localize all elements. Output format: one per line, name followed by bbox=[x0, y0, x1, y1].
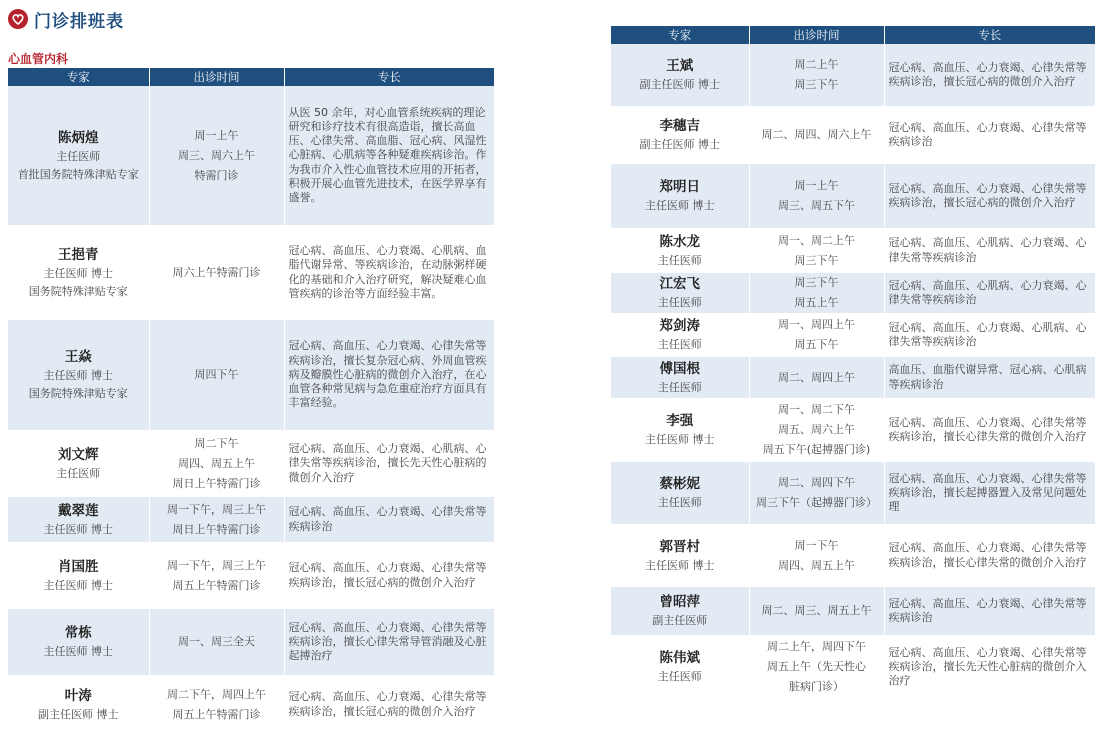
schedule-line: 周二、周四、周六上午 bbox=[761, 128, 872, 141]
doctor-title: 副主任医师 博士 bbox=[639, 78, 720, 91]
specialty-cell: 冠心病、高血压、心肌病、心力衰竭、心律失常等疾病诊治 bbox=[884, 229, 1095, 272]
doctor-name: 王焱 bbox=[64, 349, 92, 365]
specialty-cell: 冠心病、高血压、心力衰竭、心律失常等疾病诊治，擅长心律失常导管消融及心脏起搏治疗 bbox=[284, 608, 494, 676]
doctor-title: 主任医师 bbox=[657, 338, 702, 351]
doctor-title: 副主任医师 bbox=[652, 614, 708, 627]
doctor-name: 蔡彬妮 bbox=[659, 476, 700, 492]
doctor-name: 王挹青 bbox=[58, 246, 99, 263]
schedule-line: 周三、周六上午 bbox=[178, 148, 255, 162]
schedule-cell bbox=[749, 163, 884, 229]
doctor-title: 主任医师 博士 bbox=[645, 558, 715, 572]
schedule-line: 周二上午 bbox=[794, 58, 839, 71]
doctor-title: 国务院特殊津贴专家 bbox=[28, 387, 128, 400]
schedule-line: 周六上午特需门诊 bbox=[172, 265, 261, 279]
schedule-line: 周一上午 bbox=[194, 128, 239, 142]
table-row bbox=[8, 676, 494, 733]
schedule-cell bbox=[749, 636, 884, 698]
table-row bbox=[611, 229, 1095, 272]
specialty-cell: 冠心病、高血压、心力衰竭、心律失常等疾病诊治，擅长心律失常的微创介入治疗 bbox=[884, 399, 1095, 461]
schedule-cell bbox=[749, 356, 884, 399]
schedule-cell bbox=[749, 461, 884, 525]
expert-cell bbox=[8, 319, 149, 431]
schedule-cell bbox=[749, 314, 884, 356]
column-header-specialty: 专长 bbox=[284, 68, 494, 86]
doctor-title: 主任医师 bbox=[56, 149, 101, 163]
schedule-line: 周四下午 bbox=[194, 368, 239, 381]
specialty-cell: 冠心病、高血压、心力衰竭、心律失常等疾病诊治，擅长先天性心脏病的微创介入治疗 bbox=[884, 636, 1095, 698]
schedule-cell bbox=[749, 586, 884, 636]
column-header-expert: 专家 bbox=[8, 68, 149, 86]
table-row bbox=[611, 107, 1095, 163]
specialty-cell: 冠心病、高血压、心力衰竭、心律失常等疾病诊治 bbox=[284, 496, 494, 543]
schedule-line: 周一、周二下午 bbox=[778, 403, 855, 416]
specialty-cell: 冠心病、高血压、心力衰竭、心律失常等疾病诊治，擅长起搏器置入及常见问题处理 bbox=[884, 461, 1095, 525]
expert-cell bbox=[611, 586, 749, 636]
schedule-cell bbox=[749, 229, 884, 272]
column-header-time: 出诊时间 bbox=[749, 26, 884, 44]
schedule-cell bbox=[149, 431, 284, 496]
schedule-cell bbox=[149, 226, 284, 319]
doctor-title: 主任医师 bbox=[657, 253, 702, 267]
table-row bbox=[611, 399, 1095, 461]
doctor-title: 主任医师 bbox=[657, 496, 702, 509]
specialty-cell: 冠心病、高血压、心力衰竭、心律失常等疾病诊治，擅长冠心病的微创介入治疗 bbox=[884, 44, 1095, 107]
expert-cell bbox=[611, 44, 749, 107]
table-row bbox=[611, 44, 1095, 107]
doctor-title: 副主任医师 博士 bbox=[38, 707, 119, 721]
specialty-cell: 冠心病、高血压、心力衰竭、心律失常等疾病诊治 bbox=[884, 586, 1095, 636]
specialty-cell: 高血压、血脂代谢异常、冠心病、心肌病等疾病诊治 bbox=[884, 356, 1095, 399]
specialty-cell: 冠心病、高血压、心力衰竭、心律失常等疾病诊治 bbox=[884, 107, 1095, 163]
schedule-line: 周五下午(起搏器门诊) bbox=[762, 443, 871, 456]
expert-cell bbox=[8, 86, 149, 226]
specialty-cell: 冠心病、高血压、心力衰竭、心律失常等疾病诊治，擅长冠心病的微创介入治疗 bbox=[284, 543, 494, 608]
schedule-line: 周一下午，周三上午 bbox=[167, 502, 266, 516]
expert-cell bbox=[611, 525, 749, 586]
schedule-cell bbox=[749, 44, 884, 107]
doctor-name: 郑剑涛 bbox=[659, 318, 700, 334]
schedule-cell bbox=[749, 107, 884, 163]
schedule-line: 周二下午 bbox=[194, 436, 239, 450]
schedule-line: 周三下午 bbox=[794, 78, 839, 91]
table-row bbox=[611, 586, 1095, 636]
specialty-cell: 冠心病、高血压、心力衰竭、心律失常等疾病诊治，擅长冠心病的微创介入治疗 bbox=[884, 163, 1095, 229]
schedule-line: 周三下午（起搏器门诊） bbox=[756, 496, 877, 509]
table-row bbox=[8, 319, 494, 431]
specialty-cell: 从医 50 余年，对心血管系统疾病的理论研究和诊疗技术有很高造诣，擅长高血压、心律失常、高血脂、冠心病、风湿性心脏病、心肌病等各种疑难疾病诊治。作为我市介入性心血管技术应用的开拓者，积极开展心血管先进技术，在医学界享有盛誉。 bbox=[284, 86, 494, 226]
schedule-cell bbox=[149, 496, 284, 543]
schedule-line: 周二上午，周四下午 bbox=[767, 640, 866, 653]
expert-cell bbox=[611, 229, 749, 272]
doctor-name: 陈伟斌 bbox=[659, 650, 700, 666]
schedule-line: 周三、周五下午 bbox=[778, 199, 855, 212]
schedule-line: 周日上午特需门诊 bbox=[172, 522, 261, 536]
table-row bbox=[8, 86, 494, 226]
column-header-time: 出诊时间 bbox=[149, 68, 284, 86]
doctor-title: 主任医师 博士 bbox=[43, 578, 113, 592]
doctor-title: 副主任医师 博士 bbox=[639, 138, 720, 151]
table-row bbox=[611, 272, 1095, 314]
schedule-line: 周五上午特需门诊 bbox=[172, 578, 261, 592]
expert-cell bbox=[611, 356, 749, 399]
schedule-line: 脏病门诊） bbox=[789, 680, 844, 693]
schedule-line: 周一下午 bbox=[794, 538, 839, 552]
schedule-line: 周一、周四上午 bbox=[778, 318, 855, 331]
doctor-name: 郭晋村 bbox=[659, 538, 700, 555]
doctor-name: 常栋 bbox=[64, 625, 92, 641]
doctor-name: 王斌 bbox=[666, 58, 694, 74]
schedule-cell bbox=[749, 272, 884, 314]
department-label: 心血管内科 bbox=[8, 52, 69, 66]
schedule-line: 周一上午 bbox=[794, 179, 839, 192]
doctor-name: 曾昭萍 bbox=[659, 594, 700, 610]
doctor-title: 主任医师 博士 bbox=[645, 433, 715, 446]
schedule-cell bbox=[149, 319, 284, 431]
doctor-name: 李穗吉 bbox=[659, 118, 700, 134]
page-title: 门诊排班表 bbox=[34, 11, 124, 32]
specialty-cell: 冠心病、高血压、心力衰竭、心律失常等疾病诊治，擅长冠心病的微创介入治疗 bbox=[284, 676, 494, 733]
left-schedule-table bbox=[8, 68, 494, 734]
table-row bbox=[611, 356, 1095, 399]
schedule-line: 周四、周五上午 bbox=[178, 456, 255, 470]
page-header bbox=[8, 6, 124, 32]
table-row bbox=[611, 314, 1095, 356]
doctor-title: 首批国务院特殊津贴专家 bbox=[17, 167, 139, 181]
schedule-line: 周三下午 bbox=[794, 253, 839, 267]
schedule-line: 周二下午，周四上午 bbox=[167, 687, 266, 701]
table-row bbox=[8, 496, 494, 543]
expert-cell bbox=[611, 163, 749, 229]
schedule-line: 周五上午特需门诊 bbox=[172, 707, 261, 721]
table-row bbox=[8, 431, 494, 496]
table-row bbox=[8, 226, 494, 319]
expert-cell bbox=[611, 272, 749, 314]
expert-cell bbox=[611, 399, 749, 461]
schedule-cell bbox=[149, 86, 284, 226]
expert-cell bbox=[611, 107, 749, 163]
doctor-name: 戴翠莲 bbox=[58, 502, 99, 519]
schedule-line: 周二、周三、周五上午 bbox=[761, 604, 872, 617]
column-header-specialty: 专长 bbox=[884, 26, 1095, 44]
specialty-cell: 冠心病、高血压、心力衰竭、心律失常等疾病诊治，擅长复杂冠心病、外周血管疾病及瓣膜性心脏病的微创介入治疗，在心血管各种常见病与急危重症治疗方面具有丰富经验。 bbox=[284, 319, 494, 431]
table-row bbox=[611, 163, 1095, 229]
doctor-title: 主任医师 博士 bbox=[43, 266, 113, 280]
schedule-line: 周五下午 bbox=[794, 338, 839, 351]
doctor-name: 刘文辉 bbox=[58, 446, 99, 463]
doctor-name: 郑明日 bbox=[659, 179, 700, 195]
schedule-line: 周二、周四下午 bbox=[778, 476, 855, 489]
schedule-cell bbox=[149, 543, 284, 608]
table-row bbox=[611, 461, 1095, 525]
schedule-line: 周二、周四上午 bbox=[778, 370, 855, 384]
schedule-line: 周一、周三全天 bbox=[178, 635, 255, 648]
doctor-name: 傅国根 bbox=[659, 360, 700, 377]
table-row bbox=[611, 525, 1095, 586]
doctor-name: 江宏飞 bbox=[659, 276, 700, 292]
schedule-line: 周一、周二上午 bbox=[778, 233, 855, 247]
schedule-line: 周三下午 bbox=[794, 276, 839, 289]
table-row bbox=[8, 608, 494, 676]
expert-cell bbox=[8, 431, 149, 496]
table-header-row bbox=[611, 26, 1095, 44]
schedule-line: 周五上午 bbox=[794, 296, 839, 309]
doctor-name: 陈水龙 bbox=[659, 233, 700, 250]
specialty-cell: 冠心病、高血压、心肌病、心力衰竭、心律失常等疾病诊治 bbox=[884, 272, 1095, 314]
doctor-name: 陈炳煌 bbox=[58, 129, 99, 146]
specialty-cell: 冠心病、高血压、心力衰竭、心肌病、血脂代谢异常、等疾病诊治，在动脉粥样硬化的基础和介入治疗研究，解决疑难心血管疾病的诊治等方面经验丰富。 bbox=[284, 226, 494, 319]
schedule-line: 特需门诊 bbox=[194, 168, 239, 182]
doctor-title: 主任医师 博士 bbox=[43, 522, 113, 536]
doctor-title: 主任医师 博士 bbox=[43, 645, 113, 658]
schedule-cell bbox=[749, 525, 884, 586]
specialty-cell: 冠心病、高血压、心力衰竭、心肌病、心律失常等疾病诊治，擅长先天性心脏病的微创介入治疗 bbox=[284, 431, 494, 496]
expert-cell bbox=[611, 461, 749, 525]
schedule-line: 周一下午，周三上午 bbox=[167, 558, 266, 572]
expert-cell bbox=[8, 608, 149, 676]
doctor-title: 主任医师 bbox=[657, 670, 702, 683]
doctor-title: 国务院特殊津贴专家 bbox=[28, 284, 128, 298]
doctor-title: 主任医师 bbox=[657, 380, 702, 394]
expert-cell bbox=[8, 543, 149, 608]
schedule-line: 周五、周六上午 bbox=[778, 423, 855, 436]
schedule-line: 周五上午（先天性心 bbox=[767, 660, 866, 673]
right-schedule-table bbox=[611, 26, 1095, 699]
doctor-title: 主任医师 博士 bbox=[645, 199, 715, 212]
doctor-name: 肖国胜 bbox=[58, 558, 99, 575]
expert-cell bbox=[8, 496, 149, 543]
table-header-row bbox=[8, 68, 494, 86]
schedule-cell bbox=[149, 676, 284, 733]
doctor-title: 主任医师 bbox=[657, 296, 702, 309]
expert-cell bbox=[8, 226, 149, 319]
doctor-title: 主任医师 bbox=[56, 466, 101, 480]
schedule-line: 周日上午特需门诊 bbox=[172, 476, 261, 490]
specialty-cell: 冠心病、高血压、心力衰竭、心肌病、心律失常等疾病诊治 bbox=[884, 314, 1095, 356]
schedule-line: 周四、周五上午 bbox=[778, 558, 855, 572]
table-row bbox=[611, 636, 1095, 698]
doctor-name: 李强 bbox=[666, 413, 694, 429]
expert-cell bbox=[8, 676, 149, 733]
column-header-expert: 专家 bbox=[611, 26, 749, 44]
table-row bbox=[8, 543, 494, 608]
schedule-cell bbox=[749, 399, 884, 461]
hospital-logo-icon bbox=[8, 9, 28, 29]
doctor-name: 叶涛 bbox=[64, 687, 92, 704]
specialty-cell: 冠心病、高血压、心力衰竭、心律失常等疾病诊治，擅长心律失常的微创介入治疗 bbox=[884, 525, 1095, 586]
doctor-title: 主任医师 博士 bbox=[43, 369, 113, 382]
expert-cell bbox=[611, 314, 749, 356]
schedule-cell bbox=[149, 608, 284, 676]
expert-cell bbox=[611, 636, 749, 698]
